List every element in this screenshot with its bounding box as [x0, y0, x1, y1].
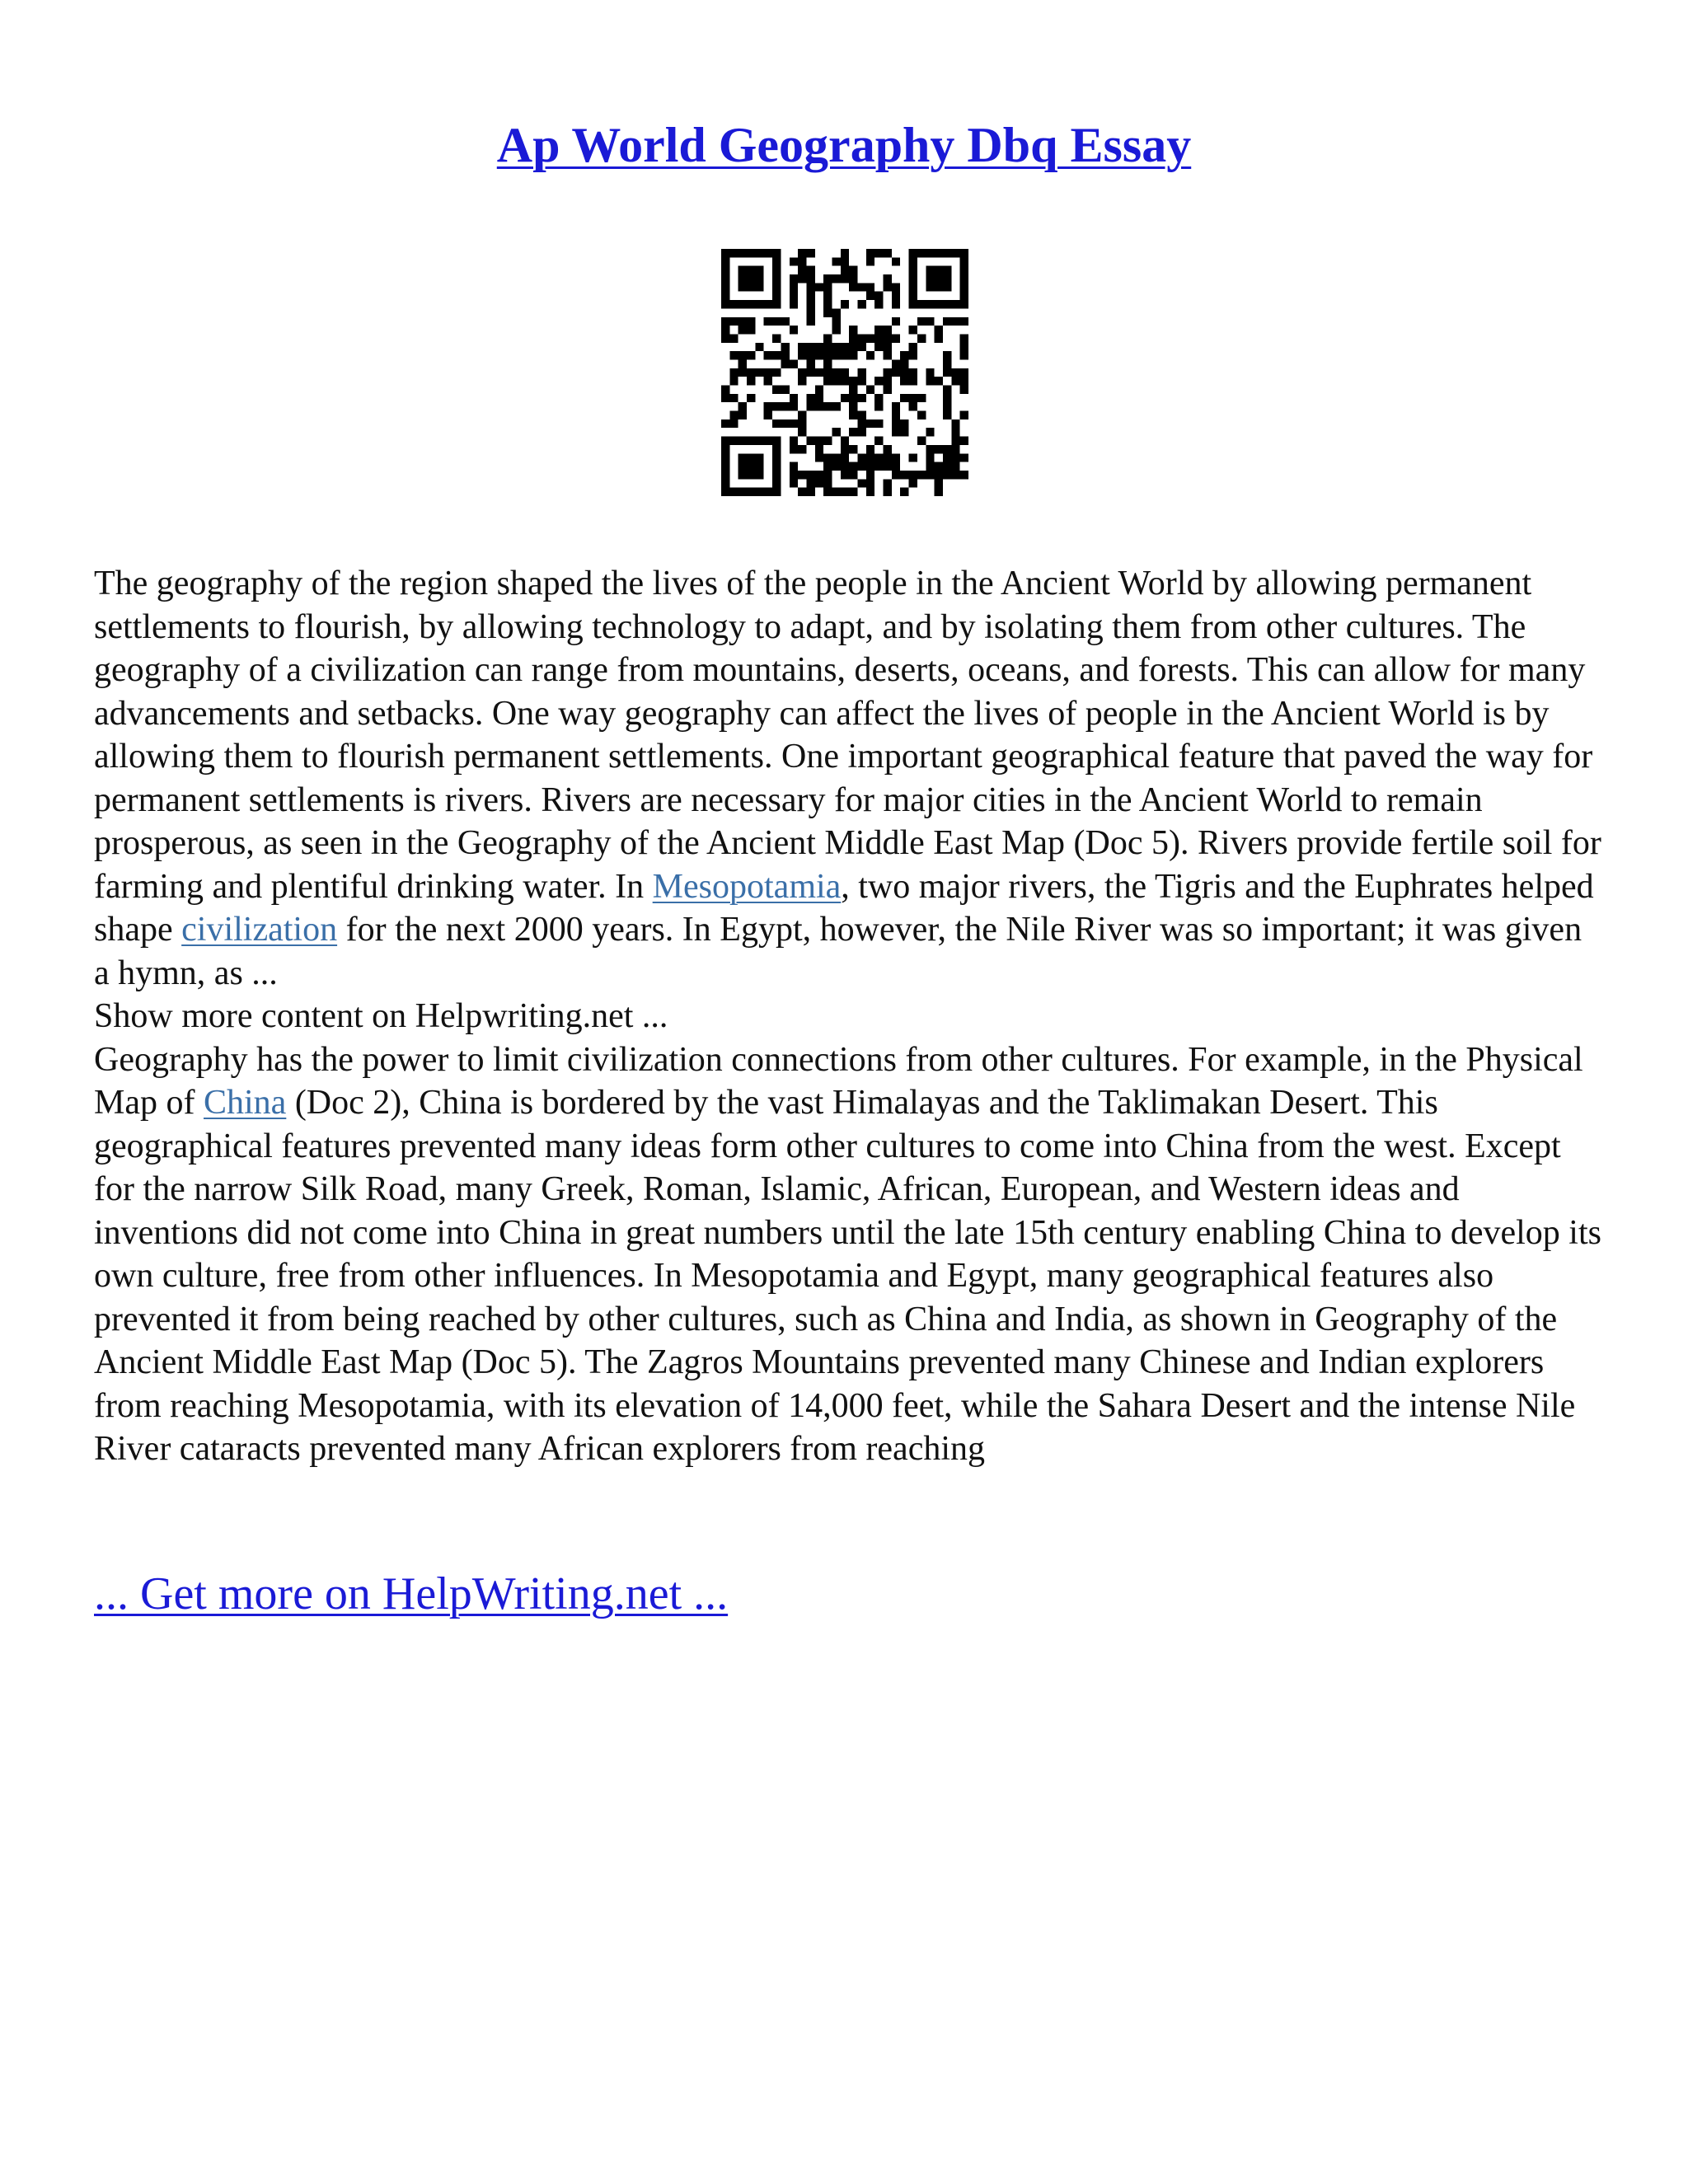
show-more-text: Show more content on Helpwriting.net ...: [94, 997, 668, 1035]
get-more-section: [94, 1566, 728, 1622]
paragraph-2-text-a: Geography has the power to limit civilization connections from other cultures. For example, in the Physical Map of: [94, 1040, 1583, 1122]
link-mesopotamia[interactable]: Mesopotamia: [652, 867, 842, 906]
link-china[interactable]: China: [203, 1084, 287, 1122]
paragraph-2: [94, 1038, 1602, 1471]
essay-body: [94, 562, 1602, 1471]
link-civilization[interactable]: civilization: [181, 911, 338, 949]
page-title: [0, 115, 1688, 175]
paragraph-1-text-c: for the next 2000 years. In Egypt, however, the Nile River was so important; it was given a hymn, as ...: [94, 911, 1582, 992]
paragraph-1: [94, 562, 1602, 995]
paragraph-2-text-b: (Doc 2), China is bordered by the vast Himalayas and the Taklimakan Desert. This geographical features prevented many ideas form other cultures to come into China from the west. Except for the narrow Silk Road, many Greek, Roman, Islamic, African, European, and Western ideas and inventions did not come into China in great numbers until the late 15th century enabling China to develop its own culture, free from other influences. In Mesopotamia and Egypt, many geographical features also prevented it from being reached by other cultures, such as China and India, as shown in Geography of the Ancient Middle East Map (Doc 5). The Zagros Mountains prevented many Chinese and Indian explorers from reaching Mesopotamia, with its elevation of 14,000 feet, while the Sahara Desert and the intense Nile River cataracts prevented many African explorers from reaching: [94, 1084, 1601, 1468]
paragraph-1-text-a: The geography of the region shaped the lives of the people in the Ancient World by allowing permanent settlements to flourish, by allowing technology to adapt, and by isolating them from other cultures. The geography of a civilization can range from mountains, deserts, oceans, and forests. This can allow for many advancements and setbacks. One way geography can affect the lives of people in the Ancient World is by allowing them to flourish permanent settlements. One important geographical feature that paved the way for permanent settlements is rivers. Rivers are necessary for major cities in the Ancient World to remain prosperous, as seen in the Geography of the Ancient Middle East Map (Doc 5). Rivers provide fertile soil for farming and plentiful drinking water. In: [94, 565, 1601, 906]
title-link[interactable]: Ap World Geography Dbq Essay: [496, 118, 1192, 172]
qr-code-icon: [721, 249, 968, 496]
get-more-link[interactable]: ... Get more on HelpWriting.net ...: [94, 1568, 729, 1619]
paragraph-1-text-b: , two major rivers, the Tigris and the Euphrates helped shape: [94, 867, 1594, 949]
